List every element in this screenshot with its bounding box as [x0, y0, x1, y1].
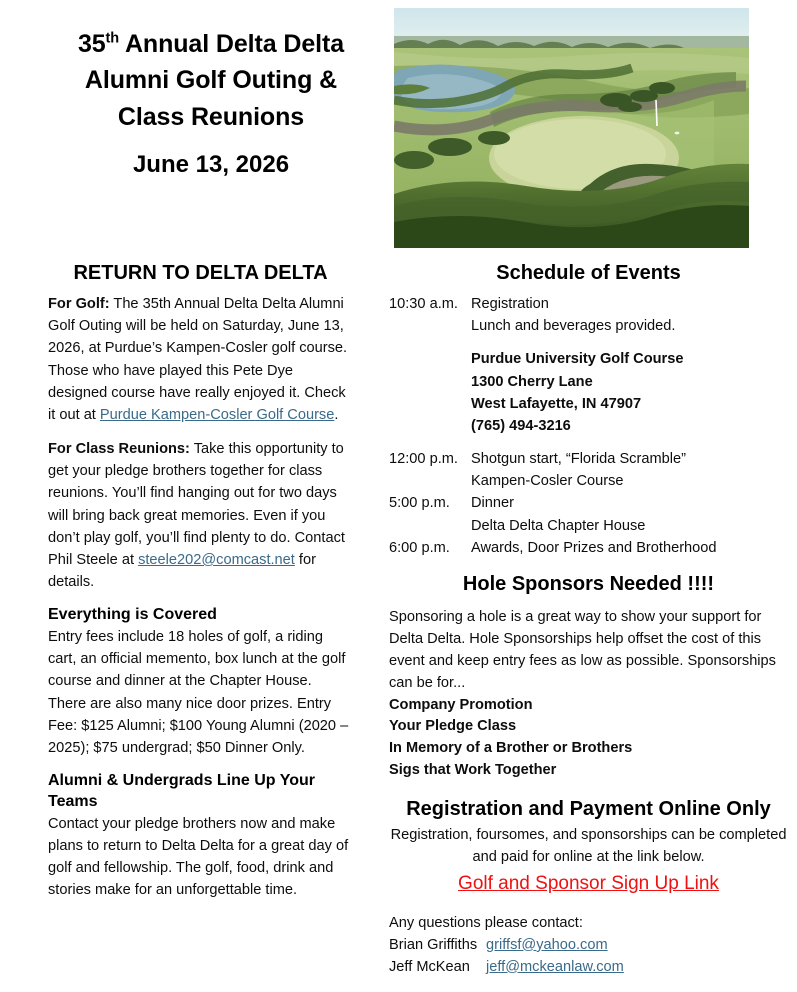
class-reunions-paragraph — [48, 438, 353, 593]
schedule-row — [389, 470, 788, 492]
contact-email-link[interactable]: griffsf@yahoo.com — [486, 936, 608, 953]
contact-name: Jeff McKean — [389, 958, 470, 975]
schedule-time — [389, 515, 471, 537]
schedule-time: 12:00 p.m. — [389, 451, 458, 468]
schedule-time — [389, 315, 471, 337]
title-ordinal-number: 35 — [77, 30, 106, 58]
title-line-1 — [36, 26, 386, 62]
sponsorship-option: In Memory of a Brother or Brothers — [389, 740, 633, 757]
schedule-row — [389, 293, 788, 315]
contact-row — [389, 957, 788, 979]
contact-email-link[interactable]: jeff@mckeanlaw.com — [486, 958, 624, 975]
sponsorship-option: Company Promotion — [389, 696, 533, 713]
class-reunions-text: Take this opportunity to get your pledge brothers together for class reunions. You’ll find hanging out for two days will bring back great memories. Even if you don’t play golf, you’ll find plenty to do. Contact Phil Steele at — [48, 441, 345, 568]
hole-sponsors-heading: Hole Sponsors Needed !!!! — [462, 572, 715, 595]
schedule-description: Shotgun start, “Florida Scramble” — [471, 451, 686, 468]
hole-sponsors-paragraph: Sponsoring a hole is a great way to show your support for Delta Delta. Hole Sponsorships help offset the cost of this event and keep entry fees as low as possible. Sponsorships can be for... — [389, 608, 776, 692]
phil-steele-email-link[interactable]: steele202@comcast.net — [138, 551, 295, 568]
venue-name: Purdue University Golf Course — [471, 351, 684, 368]
schedule-description: Kampen-Cosler Course — [471, 473, 624, 490]
schedule-row — [389, 537, 788, 559]
title-line-2: Alumni Golf Outing & — [84, 66, 338, 95]
contact-name: Brian Griffiths — [389, 936, 478, 953]
schedule-time — [389, 470, 471, 492]
right-column — [389, 262, 788, 979]
schedule-row — [389, 448, 788, 470]
schedule-table — [389, 293, 788, 559]
venue-street: 1300 Cherry Lane — [471, 373, 593, 390]
schedule-description: Registration — [471, 296, 549, 312]
for-golf-label: For Golf: — [48, 296, 110, 312]
left-column — [48, 262, 353, 901]
schedule-description: Awards, Door Prizes and Brotherhood — [471, 539, 717, 556]
title-ordinal-suffix: th — [105, 30, 120, 47]
schedule-time: 5:00 p.m. — [389, 495, 450, 512]
title-line-3: Class Reunions — [117, 102, 305, 131]
schedule-heading: Schedule of Events — [496, 262, 681, 284]
for-golf-text-end: . — [334, 406, 339, 423]
registration-subtext: Registration, foursomes, and sponsorships can be completed and paid for online at the link below. — [390, 827, 787, 866]
schedule-row — [389, 315, 788, 337]
contact-block — [389, 913, 788, 979]
line-up-teams-text: Contact your pledge brothers now and make plans to return to Delta Delta for a great day of golf and fellowship. The golf, food, drink and stories make for an unforgettable time. — [48, 815, 349, 899]
registration-link-row — [389, 873, 788, 895]
schedule-description: Delta Delta Chapter House — [471, 517, 646, 534]
for-golf-text: The 35th Annual Delta Delta Alumni Golf Outing will be held on Saturday, June 13, 2026, at Purdue’s Kampen-Cosler golf course. Those who have played this Pete Dye designed course have really enjoyed it. Check it out at — [48, 296, 348, 423]
class-reunions-text-end: for details. — [48, 551, 316, 591]
everything-covered-heading: Everything is Covered — [48, 606, 217, 624]
title-line-1-rest: Annual Delta Delta — [119, 30, 345, 58]
class-reunions-label: For Class Reunions: — [48, 441, 190, 458]
golf-sponsor-signup-link[interactable]: Golf and Sponsor Sign Up Link — [458, 872, 719, 894]
registration-heading: Registration and Payment Online Only — [406, 798, 771, 821]
sponsorship-option: Sigs that Work Together — [389, 762, 557, 779]
contact-row — [389, 935, 788, 957]
golf-course-photo — [394, 8, 749, 248]
event-date: June 13, 2026 — [132, 150, 290, 178]
schedule-time: 6:00 p.m. — [389, 539, 450, 556]
return-heading: RETURN TO DELTA DELTA — [73, 262, 328, 284]
sponsorship-option: Your Pledge Class — [389, 718, 517, 735]
venue-phone: (765) 494-3216 — [471, 417, 571, 434]
contact-intro: Any questions please contact: — [389, 914, 583, 931]
for-golf-paragraph — [48, 293, 353, 426]
venue-city-state-zip: West Lafayette, IN 47907 — [471, 395, 642, 412]
schedule-description: Lunch and beverages provided. — [471, 318, 676, 335]
kampen-cosler-course-link[interactable]: Purdue Kampen-Cosler Golf Course — [99, 406, 335, 423]
schedule-description: Dinner — [471, 495, 514, 512]
flyer-title-block — [36, 26, 386, 179]
schedule-time: 10:30 a.m. — [389, 296, 458, 312]
golf-course-illustration — [394, 8, 749, 248]
schedule-row — [389, 515, 788, 537]
schedule-row — [389, 492, 788, 514]
everything-covered-text: Entry fees include 18 holes of golf, a riding cart, an official memento, box lunch at the golf course and dinner at the Chapter House. There are also many nice door prizes. Entry Fee: $125 Alumni; $100 Young Alumni (2020 – 2025); $75 undergrad; $50 Dinner Only. — [48, 629, 349, 756]
sponsorship-options-list — [389, 695, 788, 783]
venue-address-block — [389, 348, 788, 437]
line-up-teams-heading: Alumni & Undergrads Line Up Your Teams — [48, 772, 315, 810]
